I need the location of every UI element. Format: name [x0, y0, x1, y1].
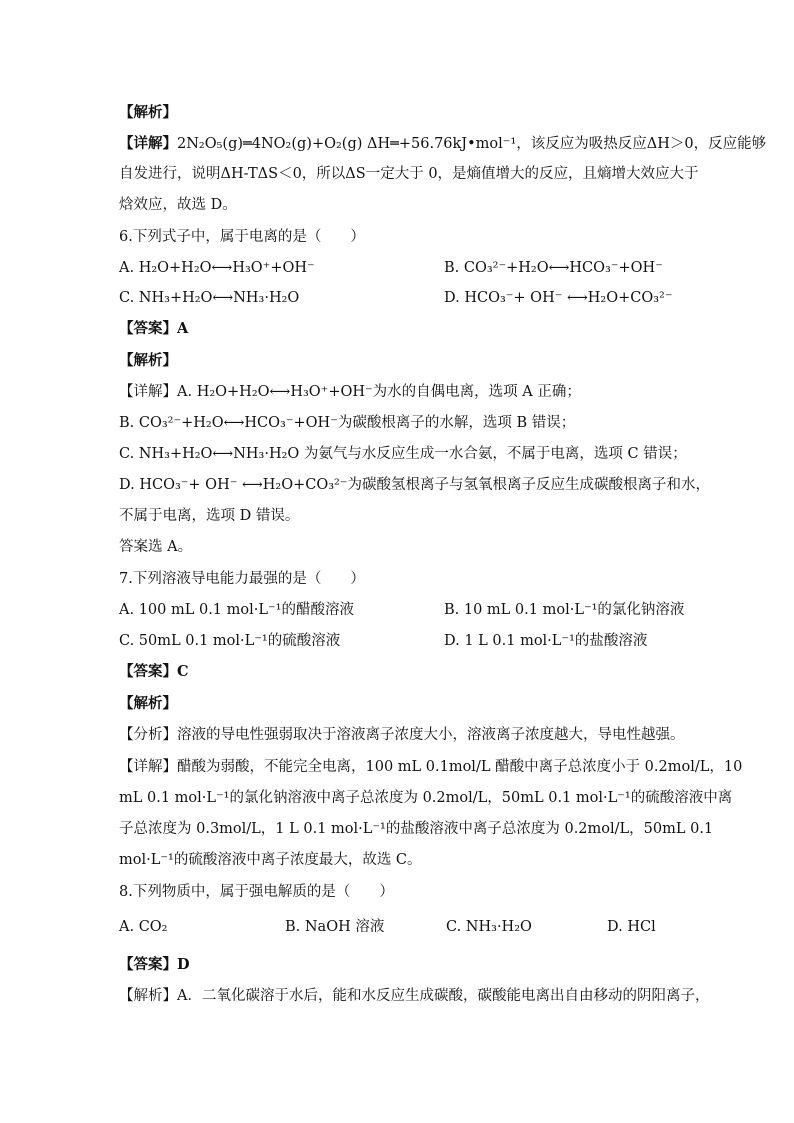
q6-option-a: A. H₂O+H₂O⟷H₃O⁺+OH⁻ [119, 260, 315, 276]
prev-detail-line-2: 自发进行，说明ΔH-TΔS＜0，所以ΔS一定大于 0，是熵值增大的反应，且熵增大效应大于 [119, 166, 699, 182]
q7-answer: 【答案】C [119, 663, 189, 680]
q7-stem: 7.下列溶液导电能力最强的是（ ） [119, 571, 365, 587]
prev-detail-line-3: 焓效应，故选 D。 [119, 197, 237, 213]
q8-option-c: C. NH₃·H₂O [446, 919, 532, 935]
q6-stem: 6.下列式子中，属于电离的是（ ） [119, 229, 365, 245]
q6-option-b: B. CO₃²⁻+H₂O⟷HCO₃⁻+OH⁻ [444, 260, 663, 276]
q8-options-row [0, 917, 794, 939]
prev-analysis-label: 【解析】 [119, 104, 177, 121]
q6-option-c: C. NH₃+H₂O⟷NH₃·H₂O [119, 290, 300, 306]
q7-detail-line-4: mol·L⁻¹的硫酸溶液中离子浓度最大，故选 C。 [119, 852, 422, 868]
q7-analysis-line: 【分析】溶液的导电性强弱取决于溶液离子浓度大小，溶液离子浓度越大，导电性越强。 [119, 727, 685, 743]
prev-detail-line-1: 【详解】2N₂O₅(g)═4NO₂(g)+O₂(g) ΔH═+56.76kJ•mol⁻¹，该反应为吸热反应ΔH＞0，反应能够 [119, 135, 767, 152]
q7-analysis-label: 【解析】 [119, 695, 177, 712]
q7-option-d: D. 1 L 0.1 mol·L⁻¹的盐酸溶液 [444, 633, 648, 649]
q6-conclusion: 答案选 A。 [119, 539, 193, 555]
q6-detail-line-1: 【详解】A. H₂O+H₂O⟷H₃O⁺+OH⁻为水的自偶电离，选项 A 正确； [119, 384, 581, 400]
prev-detail-label: 【详解】 [119, 135, 177, 152]
q6-detail-line-4: D. HCO₃⁻+ OH⁻ ⟷H₂O+CO₃²⁻为碳酸氢根离子与氢氧根离子反应生成碳酸根离子和水， [119, 477, 711, 493]
q6-answer: 【答案】A [119, 320, 189, 337]
q8-option-a: A. CO₂ [119, 919, 168, 935]
q8-stem: 8.下列物质中，属于强电解质的是（ ） [119, 884, 394, 900]
q8-analysis-line: 【解析】A．二氧化碳溶于水后，能和水反应生成碳酸，碳酸能电离出自由移动的阴阳离子， [119, 988, 710, 1004]
q7-detail-line-2: mL 0.1 mol·L⁻¹的氯化钠溶液中离子总浓度为 0.2mol/L，50mL 0.1 mol·L⁻¹的硫酸溶液中离 [119, 790, 733, 806]
q7-option-a: A. 100 mL 0.1 mol·L⁻¹的醋酸溶液 [119, 602, 354, 618]
q7-option-b: B. 10 mL 0.1 mol·L⁻¹的氯化钠溶液 [444, 602, 685, 618]
q7-detail-line-1: 【详解】醋酸为弱酸，不能完全电离，100 mL 0.1mol/L 醋酸中离子总浓度小于 0.2mol/L，10 [119, 759, 743, 775]
q8-option-b: B. NaOH 溶液 [285, 919, 385, 935]
q6-option-d: D. HCO₃⁻+ OH⁻ ⟷H₂O+CO₃²⁻ [444, 290, 673, 306]
q8-option-d: D. HCl [607, 919, 656, 935]
q6-detail-line-2: B. CO₃²⁻+H₂O⟷HCO₃⁻+OH⁻为碳酸根离子的水解，选项 B 错误； [119, 415, 576, 431]
q6-detail-line-3: C. NH₃+H₂O⟷NH₃·H₂O 为氨气与水反应生成一水合氨，不属于电离，选项 C 错误； [119, 446, 687, 462]
q7-detail-line-3: 子总浓度为 0.3mol/L，1 L 0.1 mol·L⁻¹的盐酸溶液中离子总浓度为 0.2mol/L，50mL 0.1 [119, 821, 714, 837]
q6-detail-line-5: 不属于电离，选项 D 错误。 [119, 508, 300, 524]
q6-analysis-label: 【解析】 [119, 352, 177, 369]
q7-option-c: C. 50mL 0.1 mol·L⁻¹的硫酸溶液 [119, 633, 341, 649]
q8-answer: 【答案】D [119, 956, 190, 973]
